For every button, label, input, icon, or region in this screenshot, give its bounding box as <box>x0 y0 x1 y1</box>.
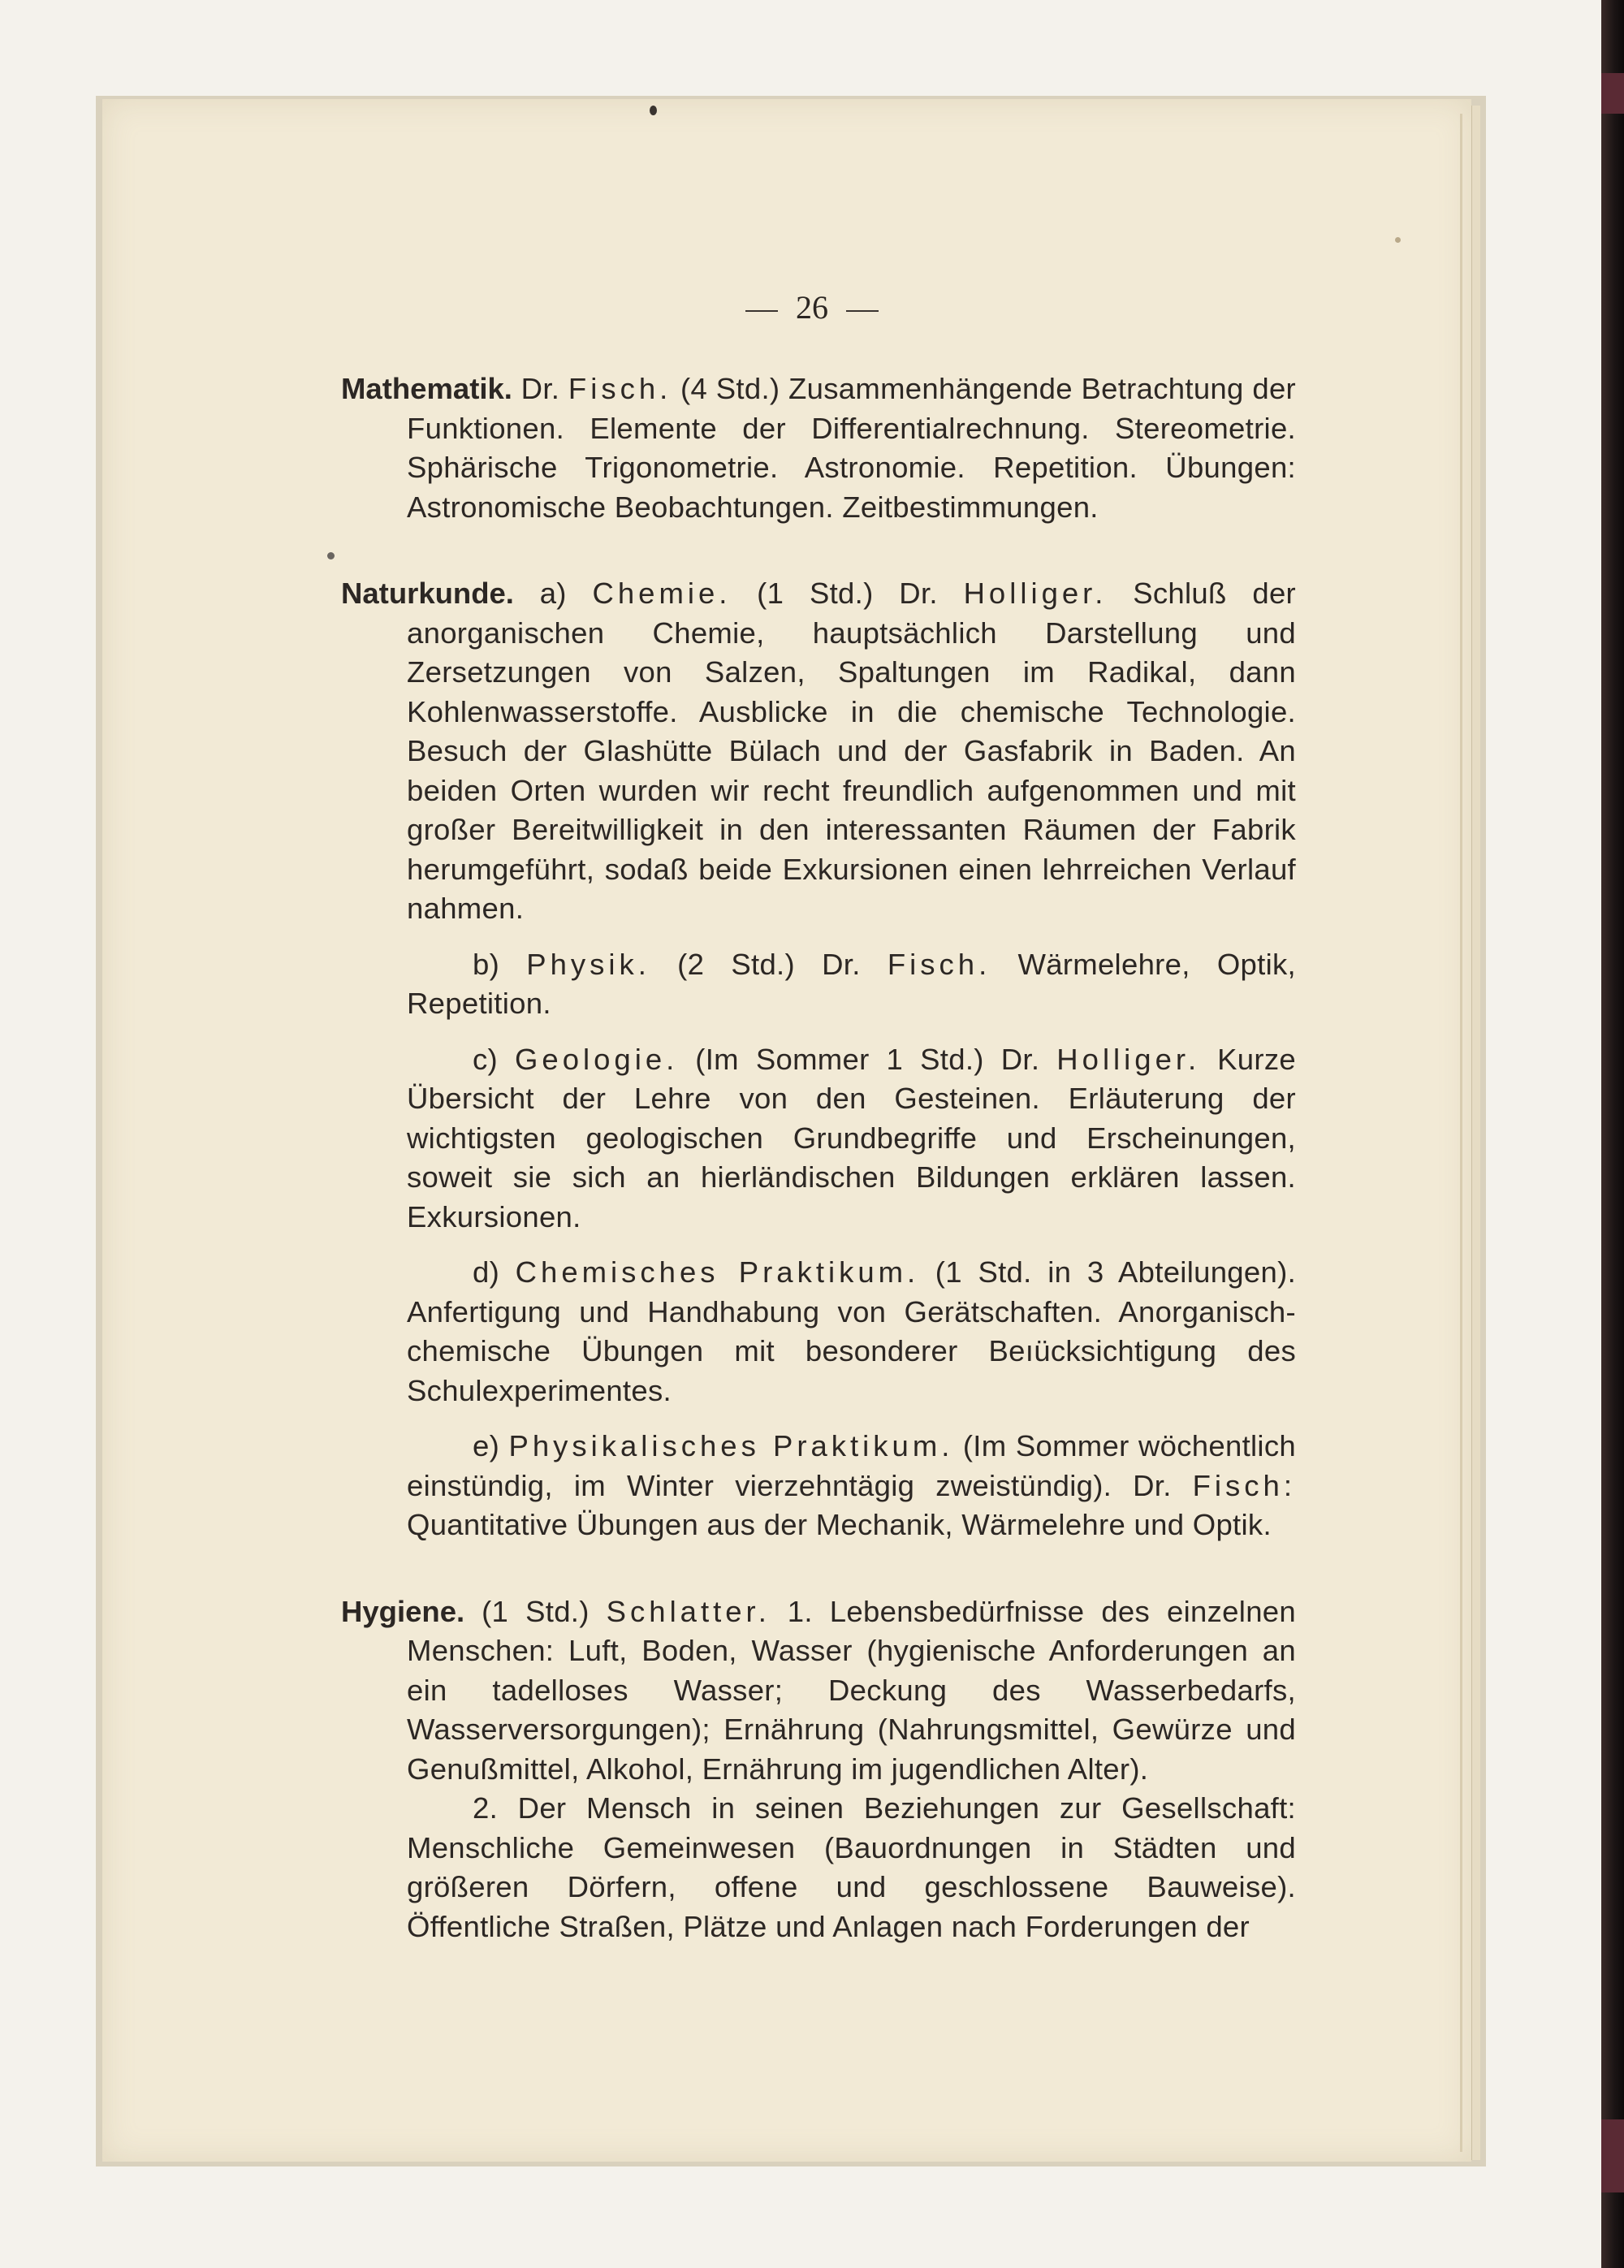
subject-title: Physik. <box>526 947 650 981</box>
teacher-name: Fisch: <box>1192 1468 1296 1502</box>
section-mathematik <box>341 369 1296 527</box>
teacher-prefix: Dr. <box>512 372 568 405</box>
page-fold <box>1460 114 1462 2152</box>
ink-speck <box>327 552 335 559</box>
page-edge <box>1471 106 1480 2160</box>
section-body: Quantitative Übungen aus der Mechanik, Wärmelehre und Optik. <box>407 1508 1272 1541</box>
section-naturkunde-c <box>341 1040 1296 1238</box>
page-text <box>341 369 1296 1946</box>
teacher-name: Fisch. <box>887 947 991 981</box>
teacher-name: Fisch. <box>568 372 672 405</box>
teacher-name: Schlatter. <box>606 1594 771 1628</box>
ink-speck <box>650 106 657 115</box>
section-naturkunde-b <box>341 945 1296 1024</box>
header-dash <box>745 310 778 312</box>
section-body: (1 Std. in 3 Abteilungen). Anfertigung und Handhabung von Gerätschaften. Anorganisch-chemische Übungen mit besonderer Beıücksichtigung des Schulexperimentes. <box>407 1255 1297 1407</box>
spine-band <box>1601 73 1624 114</box>
item-prefix: a) <box>513 577 593 610</box>
section-body: Wärmelehre, Optik, Repetition. <box>407 947 1296 1020</box>
section-naturkunde-d <box>341 1253 1296 1410</box>
subject-mid: (1 Std.) Dr. <box>731 577 964 610</box>
section-body: 2. Der Mensch in seinen Beziehungen zur Gesellschaft: Menschliche Gemeinwesen (Bauordnungen in Städten und größeren Dörfern, offene und geschlossene Bauweise). Öffentliche Straßen, Plätze und Anlagen nach Forderungen der <box>407 1791 1296 1943</box>
item-prefix: d) <box>473 1255 516 1289</box>
section-hygiene-2 <box>341 1789 1296 1946</box>
header-dash <box>846 310 879 312</box>
item-prefix: b) <box>473 947 527 981</box>
subject-title: Geologie. <box>515 1042 679 1076</box>
subject-mid: (2 Std.) Dr. <box>650 947 888 981</box>
subject-mid: (1 Std.) <box>464 1594 607 1628</box>
section-naturkunde-e <box>341 1427 1296 1545</box>
subject-mid: (Im Sommer wöchentlich einstündig, im Winter vierzehntägig zweistündig). Dr. <box>407 1429 1296 1502</box>
subject-title: Chemie. <box>592 577 732 610</box>
item-prefix: c) <box>473 1042 516 1076</box>
item-prefix: e) <box>473 1429 509 1462</box>
section-body: (4 Std.) Zusammenhängende Betrachtung der Funktionen. Elemente der Differentialrechnung. Stereometrie. Sphärische Trigonometrie. Astronomie. Repetition. Übungen: Astronomische Beobachtungen. Zeitbestimmungen. <box>407 372 1296 524</box>
section-heading: Naturkunde. <box>341 577 514 610</box>
teacher-name: Holliger. <box>1056 1042 1201 1076</box>
book-spine <box>1601 0 1624 2268</box>
section-heading: Hygiene. <box>341 1594 465 1628</box>
section-heading: Mathematik. <box>341 372 512 405</box>
subject-title: Physikalisches Praktikum. <box>508 1429 954 1462</box>
spine-band <box>1601 2119 1624 2192</box>
section-body: Kurze Übersicht der Lehre von den Gesteinen. Erläuterung der wichtigsten geologischen Grundbegriffe und Erscheinungen, soweit sie sich an hierländischen Bildungen erklären lassen. Exkursionen. <box>407 1042 1297 1233</box>
paper-speck <box>1395 237 1401 243</box>
section-naturkunde-a <box>341 574 1296 929</box>
page-header <box>0 288 1624 326</box>
subject-mid: (Im Sommer 1 Std.) Dr. <box>678 1042 1057 1076</box>
section-body: Schluß der anorganischen Chemie, hauptsächlich Darstellung und Zersetzungen von Salzen, Spaltungen im Radikal, dann Kohlenwasserstoffe. Ausblicke in die chemische Technologie. Besuch der Glashütte Bülach und der Gasfabrik in Baden. An beiden Orten wurden wir recht freundlich aufgenommen und mit großer Bereitwilligkeit in den interessanten Räumen der Fabrik herumgeführt, sodaß beide Exkursionen einen lehrreichen Verlauf nahmen. <box>407 577 1296 925</box>
teacher-name: Holliger. <box>963 577 1108 610</box>
subject-title: Chemisches Praktikum. <box>515 1255 920 1289</box>
page-number: 26 <box>796 289 828 326</box>
section-hygiene <box>341 1592 1296 1790</box>
section-body: 1. Lebensbedürfnisse des einzelnen Menschen: Luft, Boden, Wasser (hygienische Anforderungen an ein tadelloses Wasser; Deckung des Wasserbedarfs, Wasserversorgungen); Ernährung (Nahrungsmittel, Gewürze und Genußmittel, Alkohol, Ernährung im jugendlichen Alter). <box>407 1594 1296 1786</box>
